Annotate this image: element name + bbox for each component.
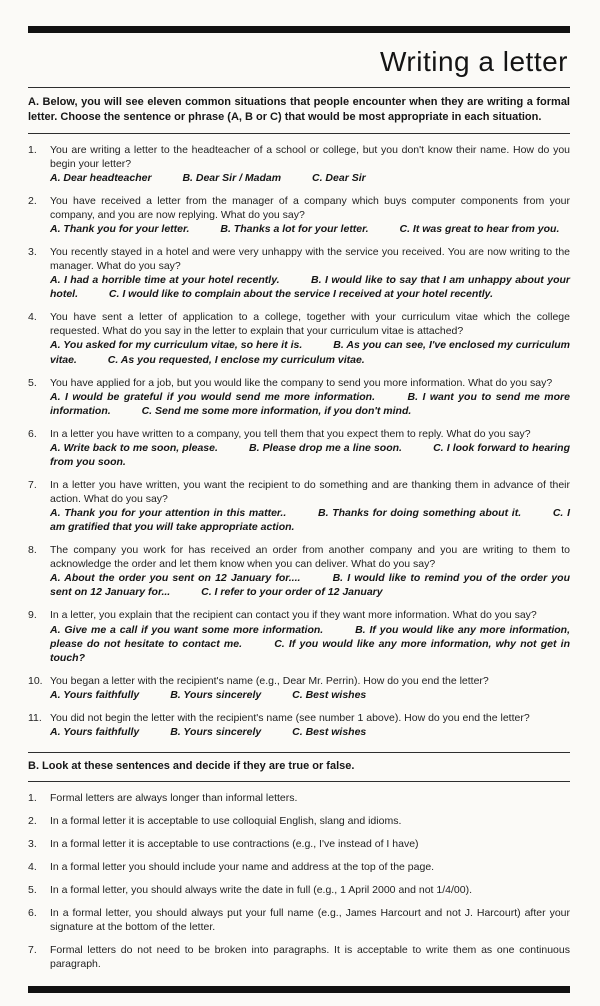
question-options (50, 571, 570, 599)
question-2 (28, 194, 570, 236)
option-c: C. It was great to hear from you. (399, 223, 560, 235)
option-b: B. If you would like any more information, please do not hesitate to contact me. (50, 623, 571, 650)
option-a: A. Write back to me soon, please. (50, 441, 218, 454)
question-text: The company you work for has received an order from another company and you are writing to them to acknowledge the order and let them know when you can deliver. What do you say? (50, 544, 570, 571)
statement-number: 4. (28, 860, 37, 873)
question-options (50, 390, 570, 418)
question-body (50, 143, 570, 185)
statement-text: In a formal letter it is acceptable to use colloquial English, slang and idioms. (50, 814, 402, 827)
top-rule-bar (28, 26, 570, 33)
statement-2 (28, 814, 570, 828)
question-5 (28, 376, 570, 418)
question-text: You are writing a letter to the headteacher of a school or college, but you don't know their name. How do you begin your letter? (50, 143, 570, 170)
option-a: A. About the order you sent on 12 January for.... (50, 572, 301, 585)
question-text: In a letter, you explain that the recipient can contact you if they want more information. What do you say? (50, 609, 537, 622)
question-options (50, 338, 570, 366)
statement-text: In a formal letter it is acceptable to use contractions (e.g., I've instead of I have) (50, 837, 419, 850)
question-number: 4. (28, 311, 37, 324)
question-1 (28, 143, 570, 185)
statement-4 (28, 860, 570, 874)
question-text: In a letter you have written to a company, you tell them that you expect them to reply. What do you say? (50, 427, 531, 440)
option-c: C. Send me some more information, if you don't mind. (141, 404, 412, 417)
question-body (50, 376, 570, 418)
option-c: C. Best wishes (292, 725, 367, 738)
question-body (50, 674, 570, 702)
option-b: B. I want you to send me more information. (50, 390, 570, 417)
question-number: 5. (28, 376, 37, 389)
question-number: 3. (28, 246, 37, 259)
statement-7 (28, 943, 570, 971)
page-title: Writing a letter (380, 46, 568, 77)
question-body (50, 608, 570, 664)
option-a: A. Yours faithfully (50, 688, 140, 701)
statement-5 (28, 883, 570, 897)
statement-number: 2. (28, 814, 37, 827)
question-4 (28, 310, 570, 366)
question-options (50, 171, 570, 185)
question-text: You have received a letter from the manager of a company which buys computer components from your company, and you are now replying. What do you say? (50, 194, 570, 221)
option-c: C. Dear Sir (312, 171, 366, 184)
question-text: You have sent a letter of application to a college, together with your curriculum vitae which the college requested. What do you say in the letter to explain that your curriculum vitae is attached? (50, 311, 570, 338)
statement-text: In a formal letter you should include your name and address at the top of the page. (50, 860, 435, 873)
statement-number: 7. (28, 944, 37, 957)
question-10 (28, 674, 570, 702)
question-options (50, 441, 570, 469)
question-7 (28, 478, 570, 534)
question-body (50, 427, 570, 469)
option-c: C. If you would like any more information, why not get in touch? (50, 637, 570, 664)
question-8 (28, 543, 570, 599)
question-options (50, 623, 570, 665)
question-text: You did not begin the letter with the recipient's name (see number 1 above). How do you end the letter? (50, 711, 530, 724)
option-b: B. Dear Sir / Madam (182, 171, 282, 184)
question-options (50, 222, 570, 236)
question-number: 7. (28, 478, 37, 491)
question-text: You recently stayed in a hotel and were very unhappy with the service you received. You are now writing to the manager. What do you say? (50, 246, 570, 273)
option-b: B. Yours sincerely (170, 688, 262, 701)
statement-text: In a formal letter, you should always put your full name (e.g., James Harcourt and not J. Harcourt) after your signature at the bottom of the letter. (50, 907, 570, 934)
option-b: B. I would like to remind you of the order you sent on 12 January for... (50, 572, 571, 599)
option-b: B. As you can see, I've enclosed my curriculum vitae. (50, 339, 570, 366)
statement-number: 1. (28, 791, 37, 804)
question-9 (28, 608, 570, 664)
question-body (50, 478, 570, 534)
question-number: 6. (28, 427, 37, 440)
statement-number: 6. (28, 907, 37, 920)
option-c: C. Best wishes (292, 688, 367, 701)
option-c: C. I would like to complain about the service I received at your hotel recently. (108, 288, 494, 301)
statement-1 (28, 791, 570, 805)
option-c: C. As you requested, I enclose my curriculum vitae. (107, 353, 365, 366)
section-a-header: A. Below, you will see eleven common situations that people encounter when they are writing a formal letter. Choose the sentence or phrase (A, B or C) that would be most appropriate in each situation. (28, 96, 570, 123)
question-text: You began a letter with the recipient's name (e.g., Dear Mr. Perrin). How do you end the letter? (50, 674, 489, 687)
question-11 (28, 711, 570, 739)
option-b: B. Thanks for doing something about it. (317, 507, 522, 520)
option-c: C. I am gratified that you will take appropriate action. (50, 507, 570, 534)
option-a: A. You asked for my curriculum vitae, so here it is. (50, 339, 303, 352)
statement-text: Formal letters are always longer than informal letters. (50, 791, 298, 804)
question-number: 1. (28, 143, 37, 156)
question-number: 8. (28, 544, 37, 557)
question-number: 10. (28, 674, 43, 687)
statement-text: Formal letters do not need to be broken into paragraphs. It is acceptable to write them as one continuous paragraph. (50, 944, 570, 971)
question-body (50, 310, 570, 366)
question-3 (28, 245, 570, 301)
question-options (50, 725, 570, 739)
question-options (50, 688, 570, 702)
option-a: A. I had a horrible time at your hotel recently. (50, 274, 280, 287)
question-body (50, 194, 570, 236)
section-b-statements (28, 782, 570, 985)
option-a: A. Yours faithfully (50, 725, 140, 738)
question-body (50, 543, 570, 599)
option-a: A. I would be grateful if you would send me more information. (50, 390, 376, 403)
option-b: B. Yours sincerely (170, 725, 262, 738)
option-a: A. Thank you for your letter. (50, 223, 190, 235)
option-b: B. Please drop me a line soon. (249, 441, 402, 454)
question-number: 2. (28, 194, 37, 207)
question-text: In a letter you have written, you want the recipient to do something and are thanking them in advance of their action. What do you say? (50, 478, 570, 505)
section-a-questions (28, 134, 570, 752)
question-options (50, 273, 570, 301)
option-a: A. Dear headteacher (50, 171, 152, 184)
statement-3 (28, 837, 570, 851)
option-a: A. Thank you for your attention in this matter.. (50, 507, 287, 520)
statement-text: In a formal letter, you should always write the date in full (e.g., 1 April 2000 and not 1/4/00). (50, 884, 472, 897)
option-b: B. Thanks a lot for your letter. (220, 223, 369, 235)
statement-6 (28, 906, 570, 934)
statement-number: 3. (28, 837, 37, 850)
question-text: You have applied for a job, but you would like the company to send you more information. What do you say? (50, 376, 553, 389)
option-c: C. I look forward to hearing from you soon. (50, 441, 571, 468)
option-c: C. I refer to your order of 12 January (201, 586, 383, 599)
question-number: 9. (28, 609, 37, 622)
option-b: B. I would like to say that I am unhappy about your hotel. (50, 274, 570, 301)
question-6 (28, 427, 570, 469)
question-options (50, 506, 570, 534)
question-body (50, 245, 570, 301)
question-number: 11. (28, 711, 42, 724)
section-b-header: B. Look at these sentences and decide if they are true or false. (28, 759, 355, 772)
option-a: A. Give me a call if you want some more information. (50, 623, 324, 636)
question-body (50, 711, 570, 739)
statement-number: 5. (28, 884, 37, 897)
bottom-rule-bar (28, 986, 570, 993)
